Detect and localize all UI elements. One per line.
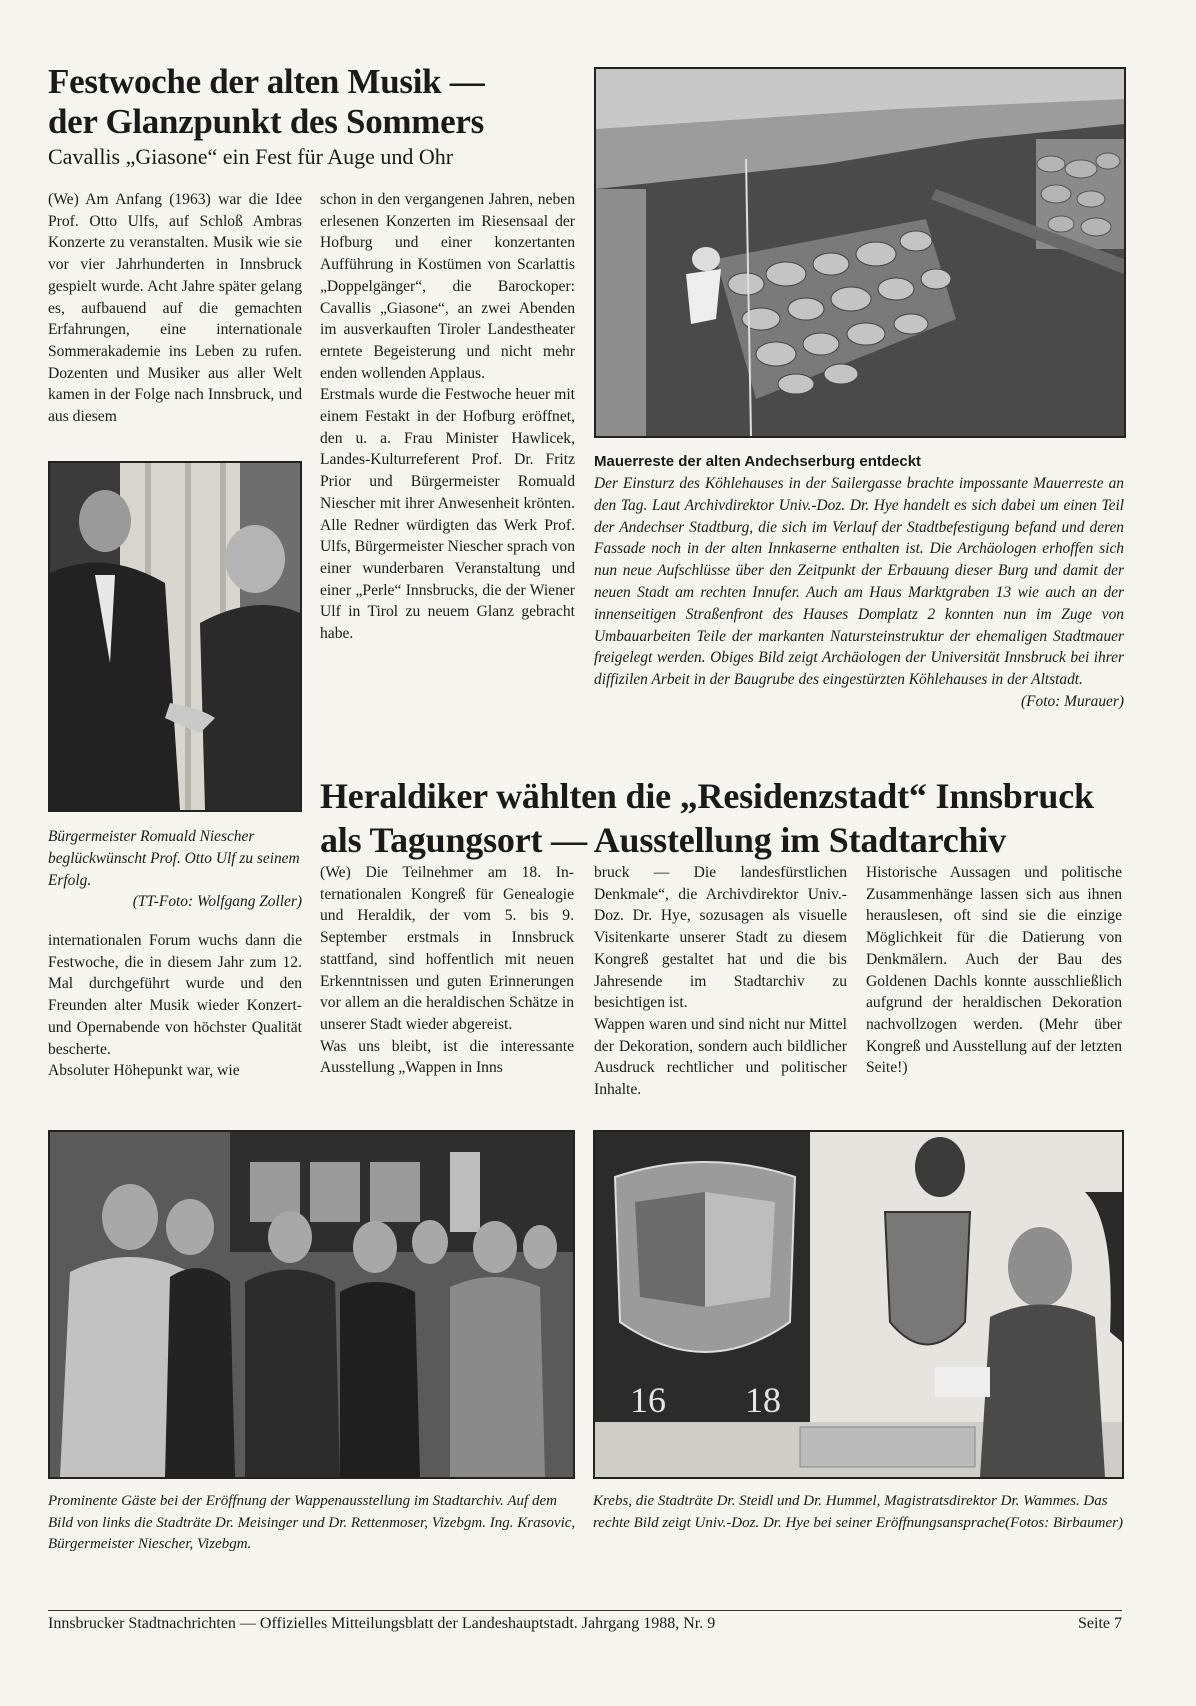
photo-handshake bbox=[48, 461, 302, 812]
article2-col2-p1: bruck — Die landesfürstlichen Denkmale“, die Archivdirektor Univ.-Doz. Dr. Hye, sozusagen als visuelle Visitenkarte unserer Stadt zu diesem Kongreß gestaltet hat und die bis Jahresende im Stadtarchiv zu besichtigen ist. bbox=[594, 864, 847, 1012]
photo-excavation bbox=[594, 67, 1126, 438]
bottom-photos-credit: (Fotos: Birbaumer) bbox=[1005, 1514, 1123, 1531]
article1-col1-top bbox=[48, 189, 302, 428]
headline-festwoche bbox=[48, 62, 588, 142]
headline-line-2: der Glanzpunkt des Sommers bbox=[48, 102, 484, 141]
footer-page-number: Seite 7 bbox=[1078, 1615, 1122, 1632]
article2-col1-p1: (We) Die Teilnehmer am 18. Internationalen Kongreß für Genealogie und Heraldik, der vom 5. bis 9. September erstmals in Innsbruck stattfand, sind hoffentlich mit neuen Erkenntnissen und guten Erinnerungen vor allem an die heraldischen Schätze in unserer Stadt wieder abgereist. bbox=[320, 864, 574, 1033]
headline2-line-1: Heraldiker wählten die „Residenzstadt“ Innsbruck bbox=[320, 776, 1094, 816]
speech-caption bbox=[593, 1491, 1123, 1534]
article1-col2-p2: Erstmals wurde die Festwoche heuer mit einem Festakt in der Hofburg eröffnet, den u. a. Frau Minister Hawlicek, Landes-Kulturreferent Prof. Dr. Fritz Prior und Bürgermeister Romuald Niescher mit ihrer Anwesenheit krönten. Alle Redner würdigten das Werk Prof. Ulfs, Bürgermeister Niescher sprach von einer wunderbaren Veranstaltung und einer „Perle“ Innsbrucks, die der Wiener Ulf in Tirol zu neuem Glanz gebracht habe. bbox=[320, 386, 575, 643]
guests-caption: Prominente Gäste bei der Eröffnung der Wappenausstellung im Stadtarchiv. Auf dem Bild von links die Stadträte Dr. Meisinger und Dr. Rettenmoser, Vizebgm. Ing. Krasovic, Bürgermeister Niescher, Vizebgm. bbox=[48, 1493, 576, 1552]
article1-col2 bbox=[320, 189, 575, 645]
article2-col1-p2: Was uns bleibt, ist die interessante Ausstellung „Wappen in Inns bbox=[320, 1037, 574, 1077]
article1-col1-bottom bbox=[48, 930, 302, 1082]
headline-line-1: Festwoche der alten Musik — bbox=[48, 62, 485, 101]
excavation-caption-text: Der Einsturz des Köhlehauses in der Sailergasse brachte impossante Mauerreste an den Tag. Laut Archivdirektor Univ.-Doz. Dr. Hye handelt es sich dabei um einen Teil der Andechser Stadtburg, die sich im Verlauf der Stadtbefestigung befand und deren Fassade noch in der alten Innkaserne enthalten ist. Die Archäologen erhoffen sich nun neue Aufschlüsse über den Zeitpunkt der Erbauung dieser Burg und damit der neuen Stadt am rechten Innufer. Auch am Haus Marktgraben 13 wie auch an der innenseitigen Straßenfront des Hauses Domplatz 2 konnten nun im Zuge von Umbauarbeiten Teile der markanten Natursteinstruktur der ehemaligen Stadtmauer freigelegt werden. Obiges Bild zeigt Archäologen der Universität Innsbruck bei ihrer diffizilen Arbeit in der Baugrube des eingestürzten Köhlehauses in der Altstadt. bbox=[594, 475, 1124, 689]
handshake-photo-credit: (TT-Foto: Wolfgang Zoller) bbox=[132, 893, 302, 911]
article2-col2 bbox=[594, 862, 847, 1101]
footer-publication: Innsbrucker Stadtnachrichten — Offizielles Mitteilungsblatt der Landeshauptstadt. Jahrgang 1988, Nr. 9 bbox=[48, 1615, 716, 1632]
article2-col3 bbox=[866, 862, 1122, 1079]
headline2-line-2: als Tagungsort — Ausstellung im Stadtarchiv bbox=[320, 820, 1006, 860]
article1-col1-bottom-p2: Absoluter Höhepunkt war, wie bbox=[48, 1062, 240, 1080]
excavation-caption-title: Mauerreste der alten Andechserburg entdeckt bbox=[594, 453, 922, 470]
footer-rule bbox=[48, 1610, 1122, 1611]
crest-year-left: 16 bbox=[630, 1380, 666, 1420]
headline-heraldiker bbox=[320, 774, 1130, 862]
photo-guests bbox=[48, 1130, 575, 1479]
handshake-caption-text: Bürgermeister Romuald Niescher beglückwünscht Prof. Otto Ulf zu seinem Erfolg. bbox=[48, 828, 300, 889]
excavation-caption bbox=[594, 451, 1124, 713]
photo-speech bbox=[593, 1130, 1124, 1479]
excavation-photo-credit: (Foto: Murauer) bbox=[1020, 692, 1124, 710]
article1-col1-top-text: (We) Am Anfang (1963) war die Idee Prof. Otto Ulfs, auf Schloß Ambras Konzerte zu veranstalten. Musik wie sie vor vier Jahrhunderten in Innsbruck gespielt wurde. Acht Jahre später gelang es, aufbauend auf die gemachten Erfahrungen, eine internationale Sommerakademie ins Leben zu rufen. Dozenten und Musiker aus aller Welt kamen in der Folge nach Innsbruck, und aus diesem bbox=[48, 191, 302, 426]
subheadline-festwoche: Cavallis „Giasone“ ein Fest für Auge und Ohr bbox=[48, 144, 454, 169]
article1-col2-p1: schon in den vergangenen Jahren, neben erlesenen Konzerten im Riesensaal der Hofburg und einer konzertanten Aufführung in Kostümen von Scarlattis „Doppelgänger“, die Barockoper: Cavallis „Giasone“, an zwei Abenden im ausverkauften Tiroler Landestheater erntete Begeisterung und nicht mehr enden wollenden Applaus. bbox=[320, 191, 575, 382]
crest-year-right: 18 bbox=[745, 1380, 781, 1420]
article2-col3-p1: Historische Aussagen und politische Zusammenhänge lassen sich aus ihnen herauslesen, oft sind sie die einzige Möglichkeit für die Datierung von Denkmälern. Auch der Bau des Goldenen Dachls konnte ausschließlich aufgrund der heraldischen Dekoration nachvollzogen werden. (Mehr über Kongreß und Ausstellung auf der letzten Seite!) bbox=[866, 864, 1122, 1077]
article2-col1 bbox=[320, 862, 574, 1079]
handshake-caption bbox=[48, 826, 302, 913]
speech-caption-text: Krebs, die Stadträte Dr. Steidl und Dr. Hummel, Magistratsdirektor Dr. Wammes. Das rechte Bild zeigt Univ.-Doz. Dr. Hye bei seiner Eröffnungsansprache. bbox=[593, 1493, 1108, 1531]
article2-col2-p2: Wappen waren und sind nicht nur Mittel der Dekoration, sondern auch bildlicher Ausdruck rechtlicher und politischer Inhalte. bbox=[594, 1015, 847, 1099]
article1-col1-bottom-p1: internationalen Forum wuchs dann die Festwoche, die in diesem Jahr zum 12. Mal durchgeführt wurde und den Freunden alter Musik wieder Konzert- und Opernabende von höchster Qualität bescherte. bbox=[48, 932, 302, 1058]
